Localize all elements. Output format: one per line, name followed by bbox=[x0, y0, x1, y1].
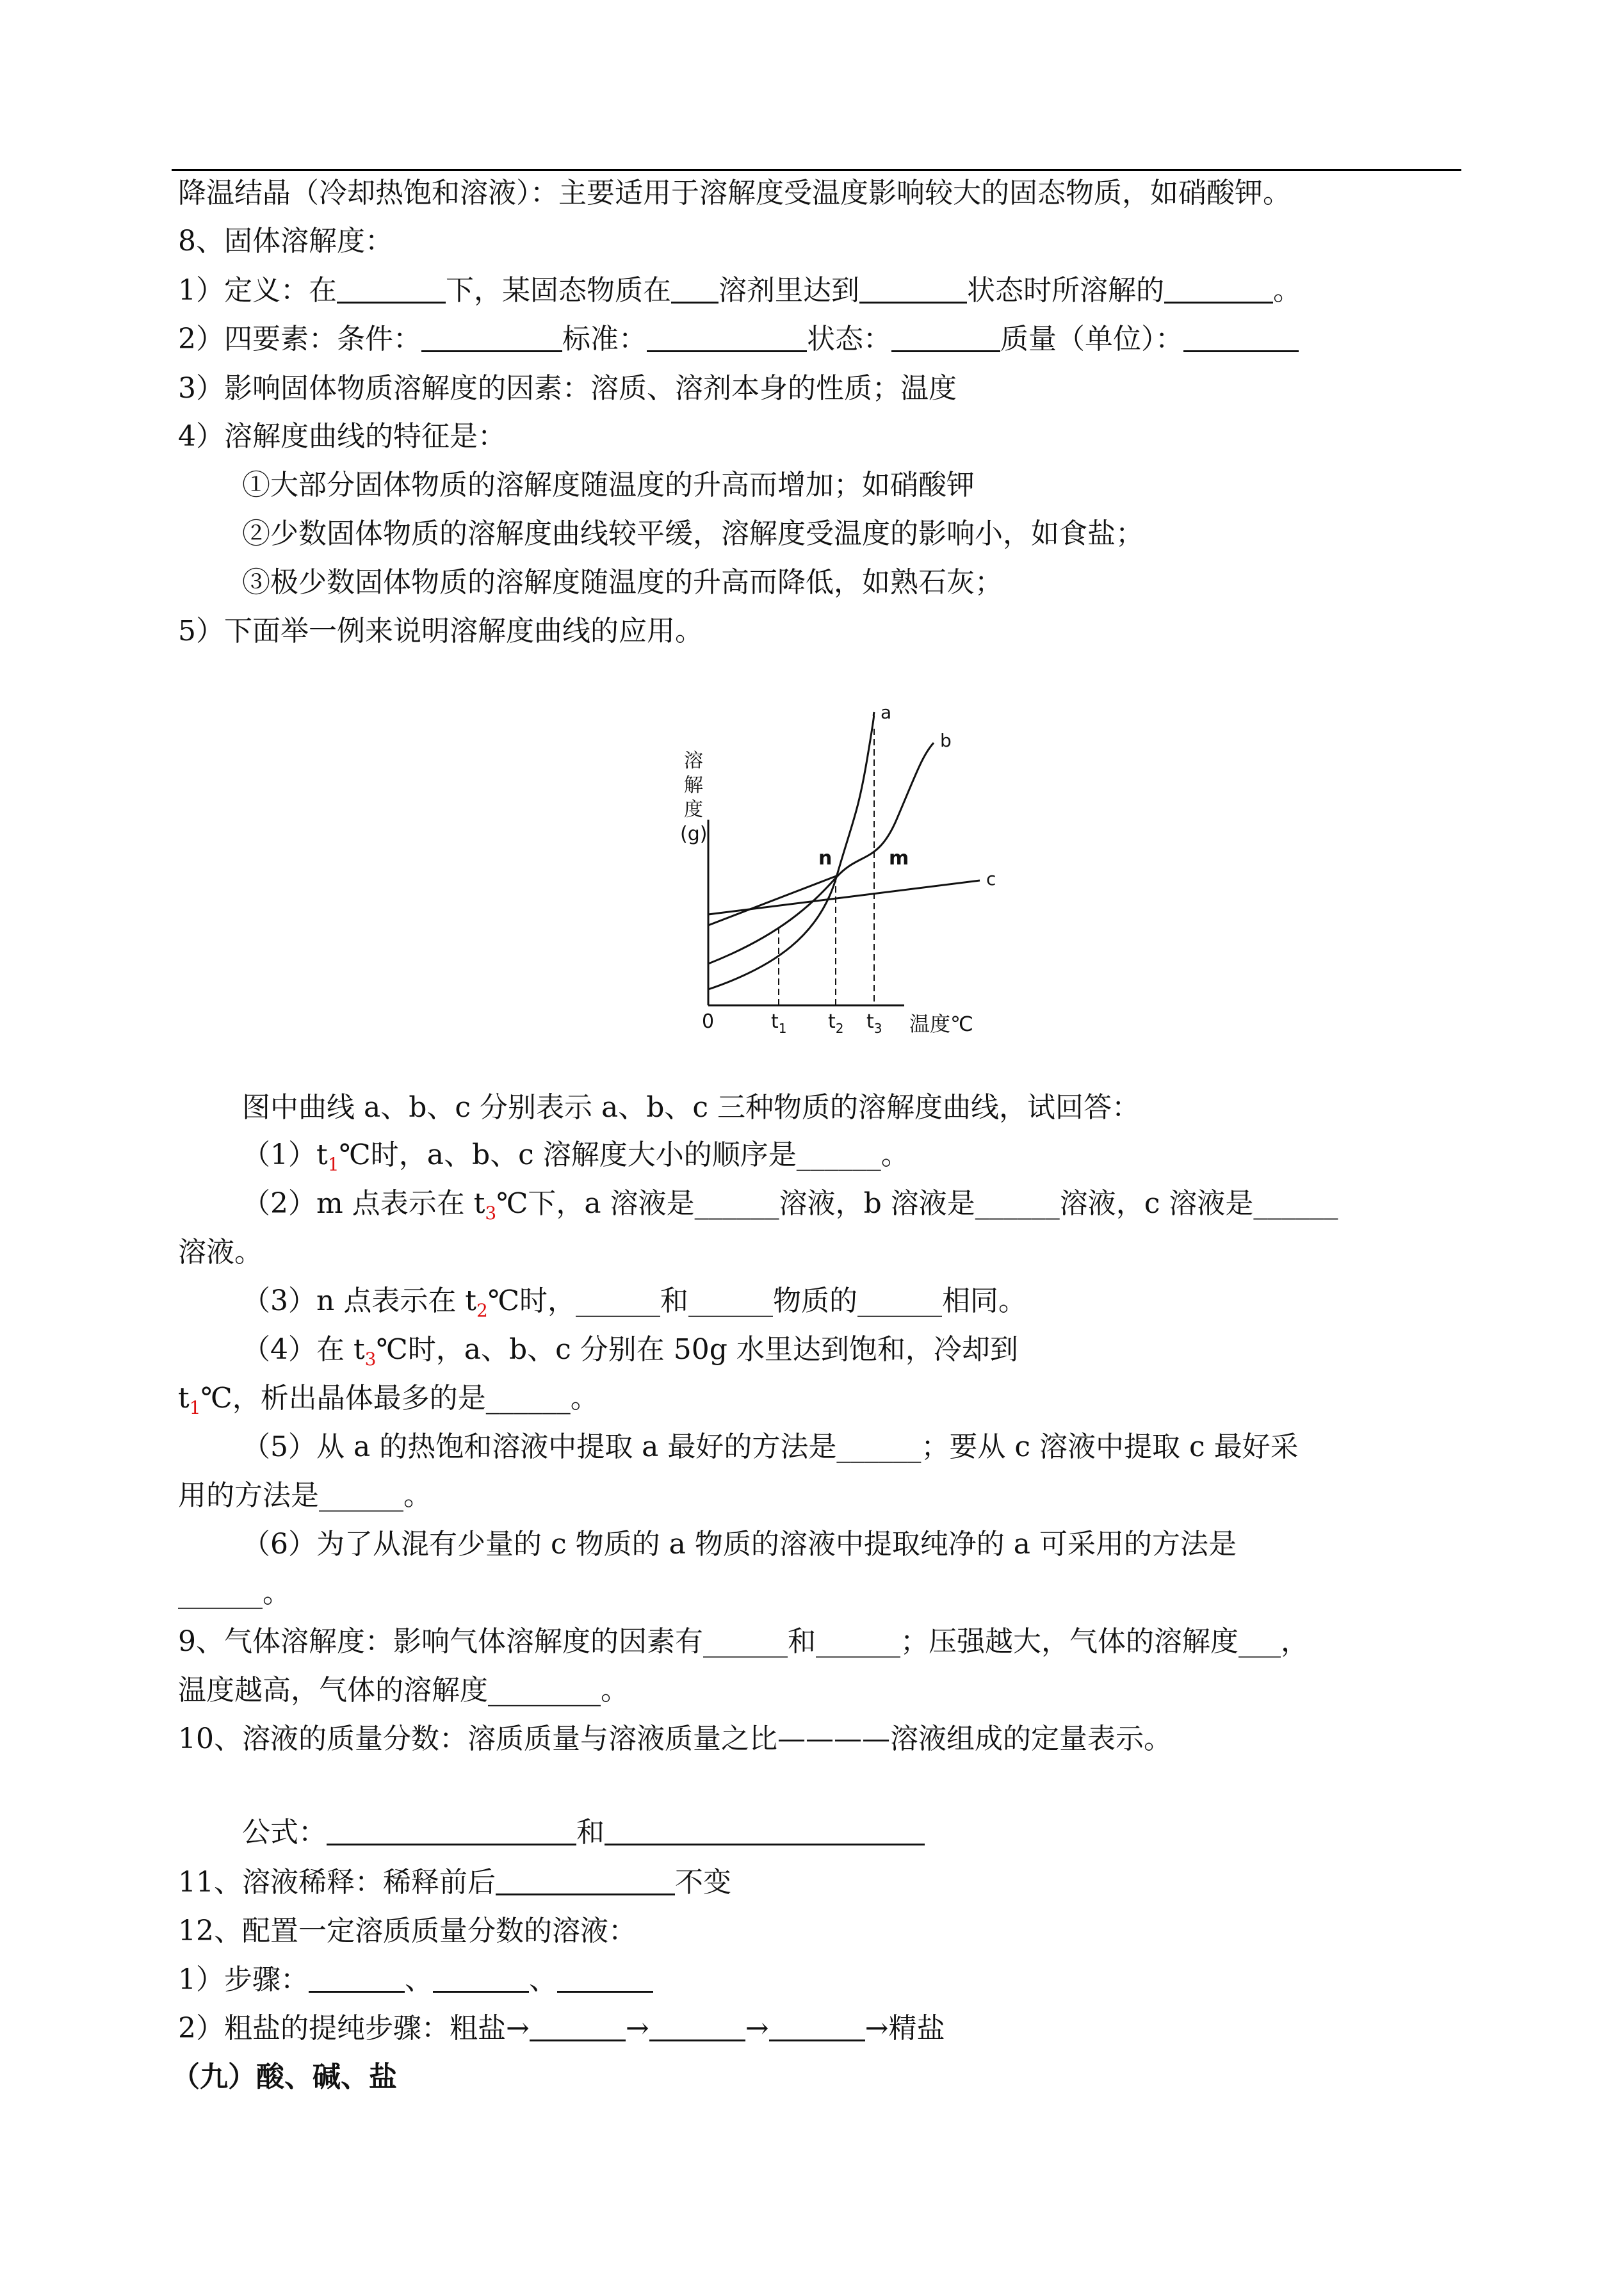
solubility-curve-chart bbox=[666, 704, 1012, 1037]
steps-line: 1）步骤： 、 、 bbox=[178, 1961, 653, 1999]
section-11: 11、溶液稀释：稀释前后 不变 bbox=[178, 1866, 731, 1899]
fill-blank bbox=[421, 322, 562, 352]
text-line: ②少数固体物质的溶解度曲线较平缓，溶解度受温度的影响小，如食盐； bbox=[242, 517, 1144, 550]
svg-text:(g): (g) bbox=[680, 823, 708, 845]
question-4: （4）在 $t_3℃$时，a、b、c 分别在 50g 水里达到饱和，冷却到 bbox=[242, 1333, 1018, 1370]
section-12: 12、配置一定溶质质量分数的溶液： bbox=[178, 1915, 637, 1947]
svg-text:解: 解 bbox=[684, 774, 703, 797]
fill-blank bbox=[649, 2011, 745, 2041]
y-axis-label bbox=[680, 750, 707, 845]
section-heading: 8、固体溶解度： bbox=[178, 225, 393, 257]
fill-blank bbox=[496, 1865, 675, 1895]
header-rule bbox=[172, 169, 1461, 171]
curve-c-label: c bbox=[986, 868, 996, 889]
fill-blank bbox=[647, 322, 807, 352]
curve-a-label: a bbox=[881, 704, 892, 723]
question-3: （3）n 点表示在 $t_2℃$时，______和______物质的______相同。 bbox=[242, 1285, 1027, 1321]
question-5-cont: 用的方法是______。 bbox=[178, 1479, 432, 1512]
tick-t1: $t_1$ bbox=[771, 1010, 787, 1036]
fill-blank bbox=[433, 1963, 529, 1993]
point-n-label: n bbox=[818, 847, 832, 870]
point-m-label: m bbox=[889, 847, 909, 870]
question-2-cont: 溶液。 bbox=[178, 1236, 263, 1269]
curve-b-label: b bbox=[940, 730, 952, 751]
text-line: 4）溶解度曲线的特征是： bbox=[178, 420, 506, 453]
fill-blank bbox=[859, 273, 967, 304]
fill-blank bbox=[1183, 322, 1299, 352]
fill-blank bbox=[337, 273, 446, 304]
question-4-cont: $t_1℃$，析出晶体最多的是______。 bbox=[178, 1382, 599, 1418]
elements-line: 2）四要素：条件： 标准： 状态： 质量（单位）： bbox=[178, 320, 1299, 359]
section-9: 9、气体溶解度：影响气体溶解度的因素有______和______；压强越大，气体的溶解度___， bbox=[178, 1625, 1309, 1658]
fill-blank bbox=[671, 273, 719, 304]
fill-blank bbox=[891, 322, 1000, 352]
definition-line: 1）定义：在 下，某固态物质在 溶剂里达到 状态时所溶解的 。 bbox=[178, 274, 1301, 307]
formula-line: 公式： 和 bbox=[242, 1813, 925, 1852]
fill-blank bbox=[557, 1963, 653, 1993]
text-line: 5）下面举一例来说明溶解度曲线的应用。 bbox=[178, 615, 703, 647]
question-6: （6）为了从混有少量的 c 物质的 a 物质的溶液中提取纯净的 a 可采用的方法是 bbox=[242, 1528, 1237, 1561]
fill-blank bbox=[769, 2011, 865, 2041]
origin-label: 0 bbox=[702, 1010, 715, 1033]
question-5: （5）从 a 的热饱和溶液中提取 a 最好的方法是______；要从 c 溶液中提取 c 最好采 bbox=[242, 1431, 1299, 1463]
text-line: 3）影响固体物质溶解度的因素：溶质、溶剂本身的性质；温度 bbox=[178, 372, 957, 405]
section-10: 10、溶液的质量分数：溶质质量与溶液质量之比————溶液组成的定量表示。 bbox=[178, 1723, 1172, 1755]
x-axis-label: 温度℃ bbox=[909, 1012, 973, 1036]
text-line: ③极少数固体物质的溶解度随温度的升高而降低，如熟石灰； bbox=[242, 566, 1003, 599]
purification-line: 2）粗盐的提纯步骤：粗盐→ → → →精盐 bbox=[178, 2012, 945, 2045]
tick-t3: $t_3$ bbox=[866, 1010, 882, 1036]
question-2: （2）m 点表示在 $t_3℃$下，a 溶液是______溶液，b 溶液是______溶液，c 溶液是______ bbox=[242, 1187, 1338, 1224]
chapter-heading: （九）酸、碱、盐 bbox=[172, 2061, 397, 2093]
svg-text:度: 度 bbox=[684, 799, 703, 821]
tick-t2: $t_2$ bbox=[828, 1010, 844, 1036]
fill-blank bbox=[1164, 273, 1273, 304]
fill-blank bbox=[605, 1815, 925, 1845]
fill-blank bbox=[327, 1815, 576, 1845]
text-line: 降温结晶（冷却热饱和溶液）：主要适用于溶解度受温度影响较大的固态物质，如硝酸钾。 bbox=[178, 177, 1291, 209]
question-1: $(1)t_1℃$时，a、b、c 溶解度大小的顺序是______。 bbox=[242, 1139, 909, 1175]
curve-a bbox=[708, 712, 874, 989]
section-9-cont: 温度越高，气体的溶解度________。 bbox=[178, 1674, 629, 1707]
fill-blank bbox=[309, 1963, 405, 1993]
question-6-cont: ______。 bbox=[178, 1577, 291, 1609]
text-line: ①大部分固体物质的溶解度随温度的升高而增加；如硝酸钾 bbox=[242, 469, 975, 501]
fill-blank bbox=[530, 2011, 626, 2041]
svg-text:溶: 溶 bbox=[684, 750, 703, 772]
question-intro: 图中曲线 a、b、c 分别表示 a、b、c 三种物质的溶解度曲线，试回答： bbox=[242, 1091, 1141, 1124]
